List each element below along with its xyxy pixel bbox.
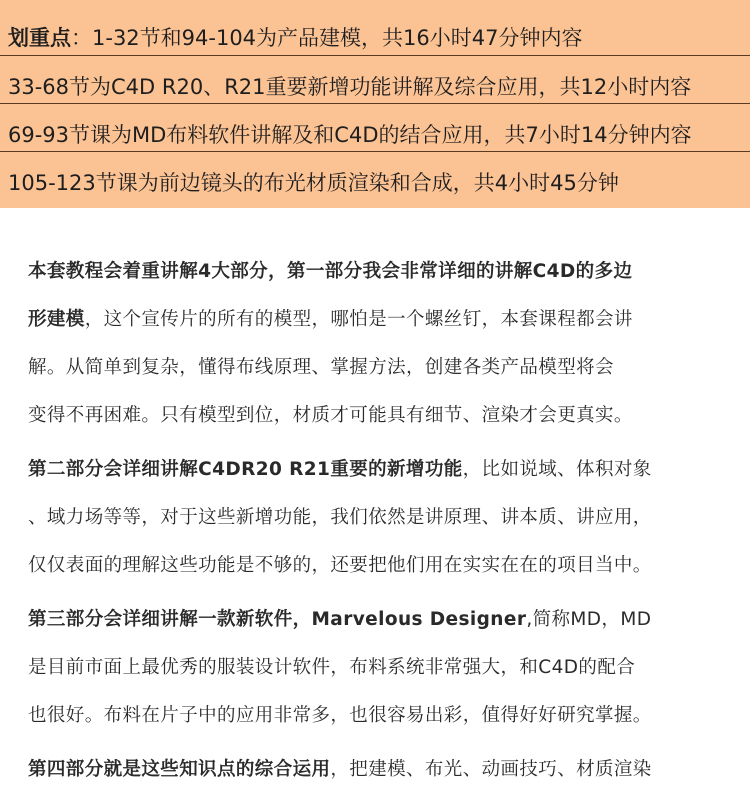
text-line bbox=[28, 296, 740, 344]
text-span: ，这个宣传片的所有的模型，哪怕是一个螺丝钉，本套课程都会讲 bbox=[84, 309, 633, 330]
highlight-text: 33-68节为C4D R20、R21重要新增功能讲解及综合应用，共12小时内容 bbox=[8, 75, 692, 99]
emphasis: 第二部分会详细讲解C4DR20 R21重要的新增功能 bbox=[28, 459, 463, 480]
text-line: 仅仅表面的理解这些功能是不够的，还要把他们用在实实在在的项目当中。 bbox=[28, 555, 652, 576]
text-line bbox=[28, 446, 740, 494]
paragraph-marvelous-designer bbox=[28, 596, 740, 740]
text-line: 解。从简单到复杂，懂得布线原理、掌握方法，创建各类产品模型将会 bbox=[28, 357, 614, 378]
text-line bbox=[28, 596, 740, 644]
highlight-text: 69-93节课为MD布料软件讲解及和C4D的结合应用，共7小时14分钟内容 bbox=[8, 123, 692, 147]
emphasis: 形建模 bbox=[28, 309, 85, 330]
emphasis: 第三部分会详细讲解一款新软件，Marvelous Designer bbox=[28, 609, 527, 630]
text-line: 本套教程会着重讲解4大部分，第一部分我会非常详细的讲解C4D的多边 bbox=[28, 261, 633, 282]
highlight-text: 105-123节课为前边镜头的布光材质渲染和合成，共4小时45分钟 bbox=[8, 171, 619, 195]
divider bbox=[0, 55, 750, 56]
text-line: 变得不再困难。只有模型到位，材质才可能具有细节、渲染才会更真实。 bbox=[28, 405, 633, 426]
text-line bbox=[28, 746, 740, 794]
paragraph-modeling bbox=[28, 248, 740, 440]
divider bbox=[0, 151, 750, 152]
divider bbox=[0, 103, 750, 104]
highlight-text: ：1-32节和94-104为产品建模，共16小时47分钟内容 bbox=[71, 26, 583, 50]
text-span: ,简称MD，MD bbox=[526, 609, 652, 630]
text-line: 也很好。布料在片子中的应用非常多，也很容易出彩，值得好好研究掌握。 bbox=[28, 705, 652, 726]
highlight-row-4 bbox=[0, 159, 750, 207]
paragraph-integration bbox=[28, 746, 740, 794]
text-span: ，把建模、布光、动画技巧、材质渲染 bbox=[330, 759, 652, 780]
highlights-banner bbox=[0, 0, 750, 208]
paragraph-new-features bbox=[28, 446, 740, 590]
text-line: 是目前市面上最优秀的服装设计软件，布料系统非常强大，和C4D的配合 bbox=[28, 657, 636, 678]
highlight-lead: 划重点 bbox=[8, 26, 71, 50]
text-span: ，比如说域、体积对象 bbox=[462, 459, 652, 480]
text-line: 、域力场等等，对于这些新增功能，我们依然是讲原理、讲本质、讲应用， bbox=[28, 507, 652, 528]
course-description bbox=[28, 248, 740, 800]
emphasis: 第四部分就是这些知识点的综合运用 bbox=[28, 759, 331, 780]
